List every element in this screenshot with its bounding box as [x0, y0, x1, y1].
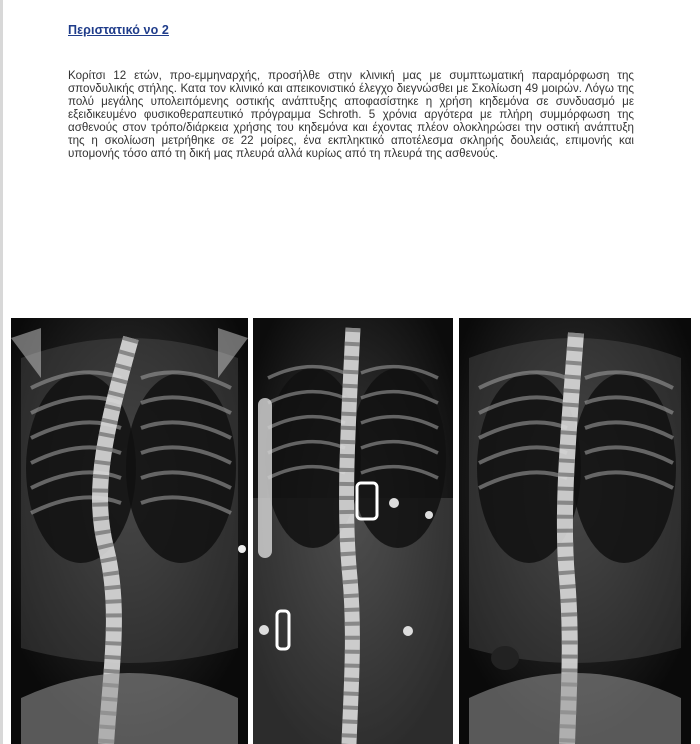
xray-final-graphic: [459, 318, 691, 744]
xray-image-initial: [11, 318, 248, 744]
page-edge: [0, 0, 3, 744]
xray-image-in-brace: [253, 318, 453, 744]
xray-gallery: [11, 318, 691, 744]
xray-image-final: [459, 318, 691, 744]
case-title: Περιστατικό νο 2: [68, 23, 169, 37]
xray-in-brace-graphic: [253, 318, 453, 744]
case-description: Κορίτσι 12 ετών, προ-εμμηναρχής, προσήλθε στην κλινική μας με συμπτωματική παραμόρφωση της σπονδυλικής στήλης. Κατα τον κλινικό και απεικονιστικό έλεγχο διεγνώσθει με Σκολίωση 49 μοιρών. Λόγω της πολύ μεγάλης υπολειπόμενης οστικής ανάπτυξης αποφασίστηκε η χρήση κηδεμόνα σε συνδυασμό με εξειδικευμένο φυσικοθεραπευτικό πρόγραμμα Schroth. 5 χρόνια αργότερα με πλήρη συμμόρφωση της ασθενούς στον τρόπο/διάρκεια χρήσης του κηδεμόνα και έχοντας πλέον ολοκληρώσει την οστική ανάπτυξη της η σκολίωση μετρήθηκε σε 22 μοίρες, ένα εκπληκτικό αποτέλεσμα σκληρής δουλειάς, επιμονής και υπομονής τόσο από τη δική μας πλευρά αλλά κυρίως από τη πλευρά της ασθενούς.: [68, 69, 634, 160]
xray-initial-graphic: [11, 318, 248, 744]
